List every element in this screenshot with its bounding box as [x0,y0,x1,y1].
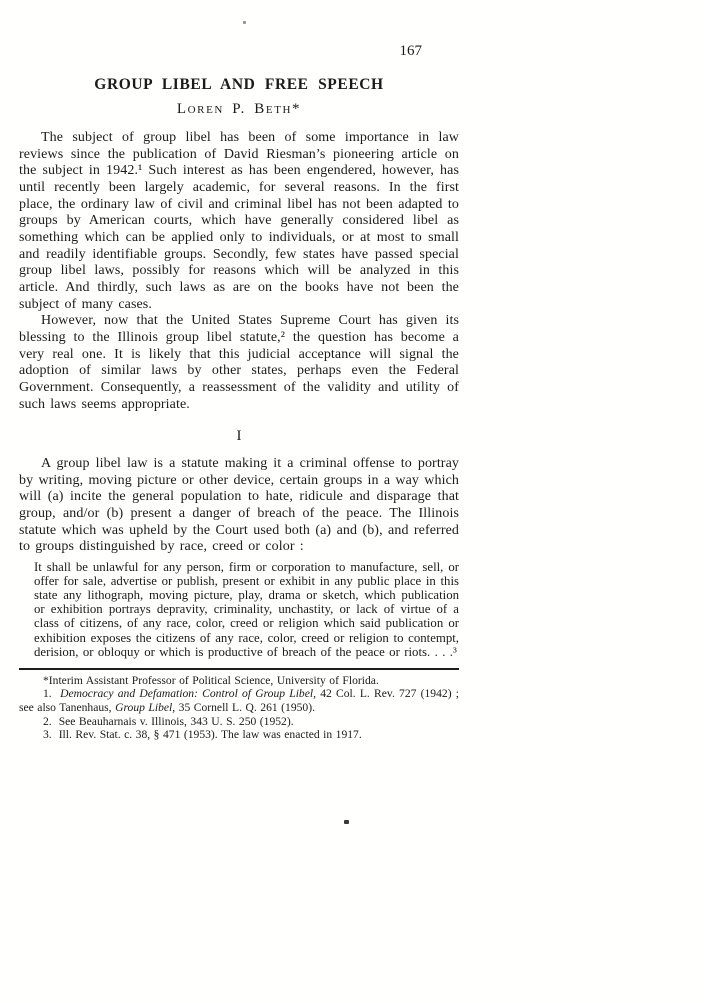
intro-paragraph-2: However, now that the United States Supreme Court has given its blessing to the Illinois group libel statute,² the question has become a very real one. It is likely that this judicial acceptance will signal the adoption of similar laws by other states, perhaps even the Federal Government. Consequently, a reassessment of the validity and utility of such laws seems appropriate. [19,313,459,412]
intro-paragraph-1: The subject of group libel has been of some importance in law reviews since the publication of David Riesman’s pioneering article on the subject in 1942.¹ Such interest as has been engendered, however, has until recently been largely academic, for several reasons. In the first place, the ordinary law of civil and criminal libel has not been adapted to groups by American courts, which have generally considered libel as something which can be applied only to individuals, or at most to small and readily identifiable groups. Secondly, few states have passed special group libel laws, possibly for reasons which will be analyzed in this article. And thirdly, such laws as are on the books have not been the subject of many cases. [19,130,459,312]
ink-speck [243,21,246,24]
text-column [19,44,459,742]
page-number: 167 [399,43,422,59]
section-heading-roman-numeral: I [236,428,242,445]
author-byline: Loren P. Beth* [176,101,302,117]
section-paragraph-1: A group libel law is a statute making it a criminal offense to portray by writing, moving picture or other device, certain groups in a way which will (a) incite the general population to hate, ridicule and disparage that group, and/or (b) present a danger of breach of the peace. The Illinois statute which was upheld by the Court used both (a) and (b), and referred to groups distinguished by race, creed or color : [19,456,459,555]
footnote-separator-rule [19,668,459,670]
footnote: 3. Ill. Rev. Stat. c. 38, § 471 (1953). The law was enacted in 1917. [43,728,362,742]
footnote: 2. See Beauharnais v. Illinois, 343 U. S. 250 (1952). [43,714,294,728]
footnote: 1. Democracy and Defamation: Control of Group Libel, 42 Col. L. Rev. 727 (1942) ; see also Tanenhaus, Group Libel, 35 Cornell L. Q. 261 (1950). [19,687,459,714]
statute-block-quote: It shall be unlawful for any person, firm or corporation to manufacture, sell, or offer for sale, advertise or publish, present or exhibit in any public place in this state any lithograph, moving picture, play, drama or sketch, which publication or exhibition portrays depravity, criminality, unchastity, or lack of virtue of a class of citizens, of any race, color, creed or religion which said publication or exhibition exposes the citizens of any race, color, creed or religion to contempt, derision, or obloquy or which is productive of breach of the peace or riots. . . .³ [34,560,459,659]
article-title: GROUP LIBEL AND FREE SPEECH [94,76,384,93]
footnotes [19,674,459,742]
footnote: *Interim Assistant Professor of Political Science, University of Florida. [43,673,379,687]
ink-speck [344,820,349,824]
